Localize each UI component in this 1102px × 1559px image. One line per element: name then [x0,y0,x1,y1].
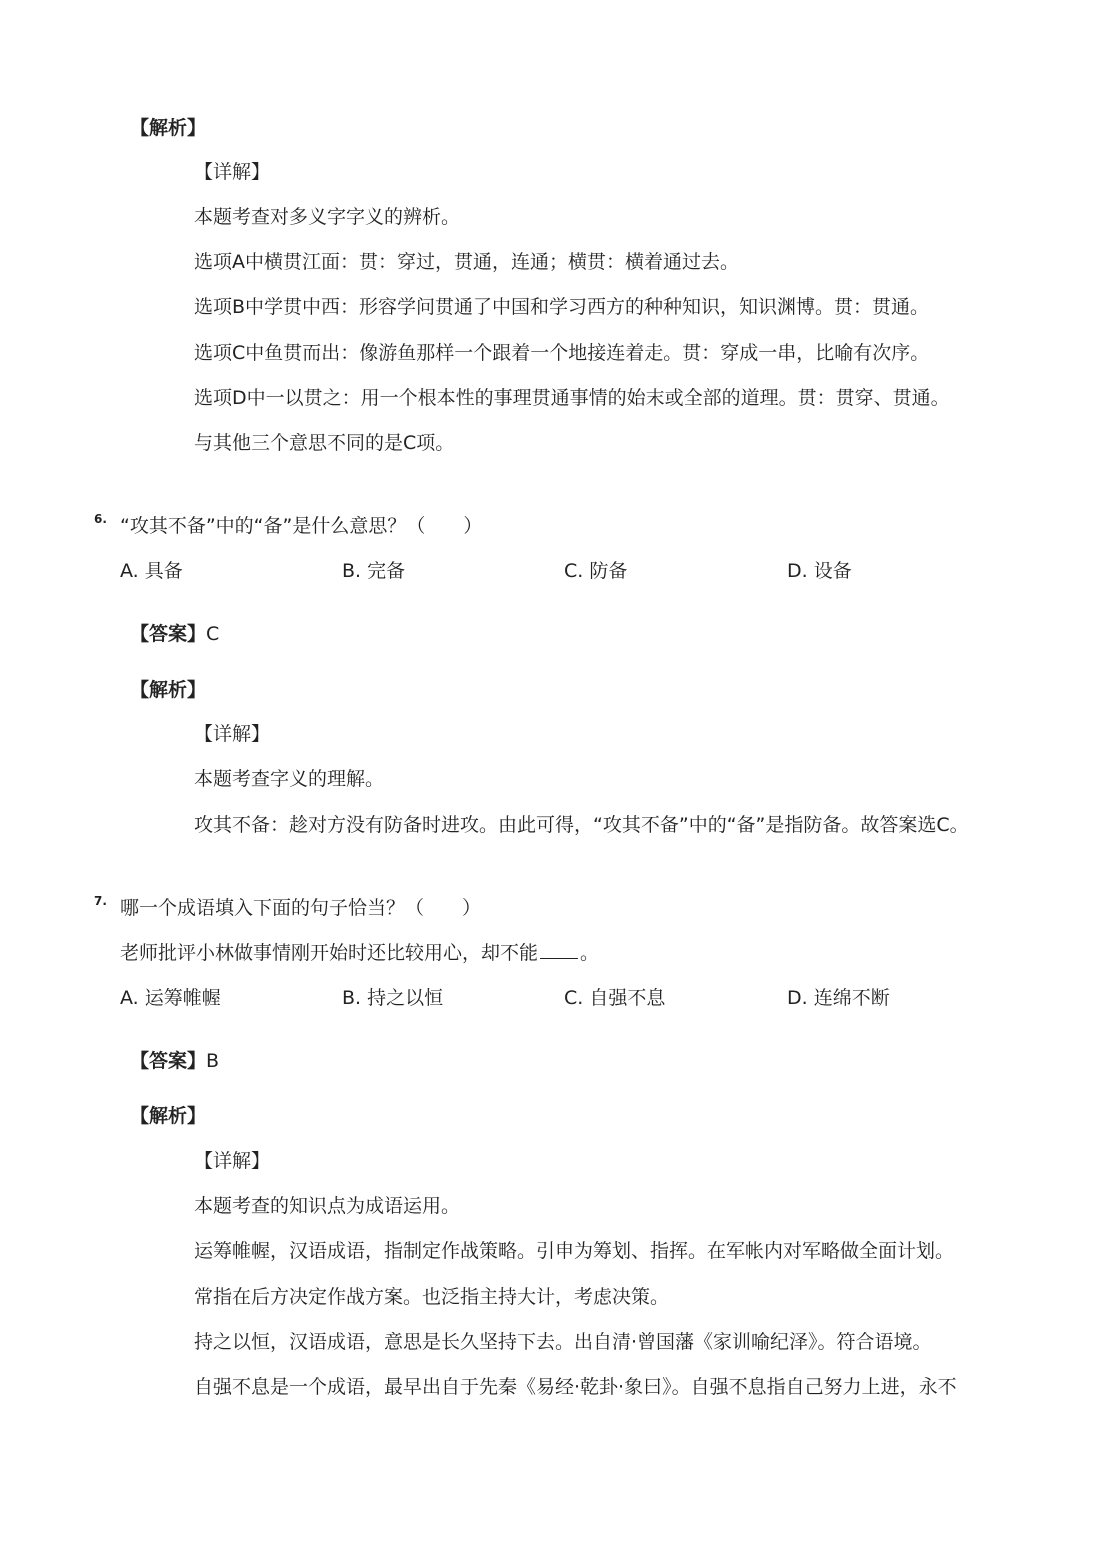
q5-analysis-line: 选项C中鱼贯而出：像游鱼那样一个跟着一个地接连着走。贯：穿成一串，比喻有次序。 [194,342,930,364]
q5-detail-label: 【详解】 [194,161,271,183]
q6-question: “攻其不备”中的“备”是什么意思？（ ） [120,515,483,537]
q5-analysis-line: 与其他三个意思不同的是C项。 [194,432,455,454]
q7-analysis-label: 【解析】 [130,1105,207,1127]
q6-answer-label: 【答案】 [130,623,207,645]
q7-option-d[interactable]: D. 连绵不断 [787,987,890,1009]
q7-detail-label: 【详解】 [194,1150,271,1172]
q7-answer-value: B [206,1050,220,1072]
q7-answer [130,1049,219,1073]
q7-analysis-line: 自强不息是一个成语，最早出自于先秦《易经·乾卦·象曰》。自强不息指自己努力上进，永不 [194,1376,957,1398]
q6-answer [130,622,219,646]
q6-option-d[interactable]: D. 设备 [787,560,852,582]
q7-analysis-line: 本题考查的知识点为成语运用。 [194,1195,461,1217]
q7-sentence-end: 。 [580,942,600,964]
q6-analysis-line: 攻其不备：趁对方没有防备时进攻。由此可得，“攻其不备”中的“备”是指防备。故答案选C。 [194,814,969,836]
q7-number: 7. [94,894,107,908]
q7-fill-blank [540,942,578,959]
q7-analysis-line: 持之以恒，汉语成语，意思是长久坚持下去。出自清·曾国藩《家训喻纪泽》。符合语境。 [194,1331,932,1353]
q6-detail-label: 【详解】 [194,723,271,745]
q6-option-b[interactable]: B. 完备 [342,560,406,582]
q7-question: 哪一个成语填入下面的句子恰当？（ ） [120,897,482,919]
q7-option-b[interactable]: B. 持之以恒 [342,987,444,1009]
q5-analysis-line: 选项A中横贯江面：贯：穿过，贯通，连通；横贯：横着通过去。 [194,251,739,273]
q7-sentence [120,941,599,965]
q5-analysis-label: 【解析】 [130,117,207,139]
q7-sentence-text: 老师批评小林做事情刚开始时还比较用心，却不能 [120,942,539,964]
q6-analysis-line: 本题考查字义的理解。 [194,768,385,790]
q6-option-a[interactable]: A. 具备 [120,560,183,582]
q5-analysis-line: 选项B中学贯中西：形容学问贯通了中国和学习西方的种种知识，知识渊博。贯：贯通。 [194,296,930,318]
q7-option-c[interactable]: C. 自强不息 [564,987,666,1009]
q6-analysis-label: 【解析】 [130,679,207,701]
q7-option-a[interactable]: A. 运筹帷幄 [120,987,221,1009]
q7-analysis-line: 常指在后方决定作战方案。也泛指主持大计，考虑决策。 [194,1286,670,1308]
q6-option-c[interactable]: C. 防备 [564,560,628,582]
q5-analysis-line: 选项D中一以贯之：用一个根本性的事理贯通事情的始末或全部的道理。贯：贯穿、贯通。 [194,387,950,409]
q5-analysis-line: 本题考查对多义字字义的辨析。 [194,206,461,228]
q6-answer-value: C [206,623,220,645]
q6-number: 6. [94,512,107,526]
q7-analysis-line: 运筹帷幄，汉语成语，指制定作战策略。引申为筹划、指挥。在军帐内对军略做全面计划。 [194,1240,955,1262]
q7-answer-label: 【答案】 [130,1050,207,1072]
